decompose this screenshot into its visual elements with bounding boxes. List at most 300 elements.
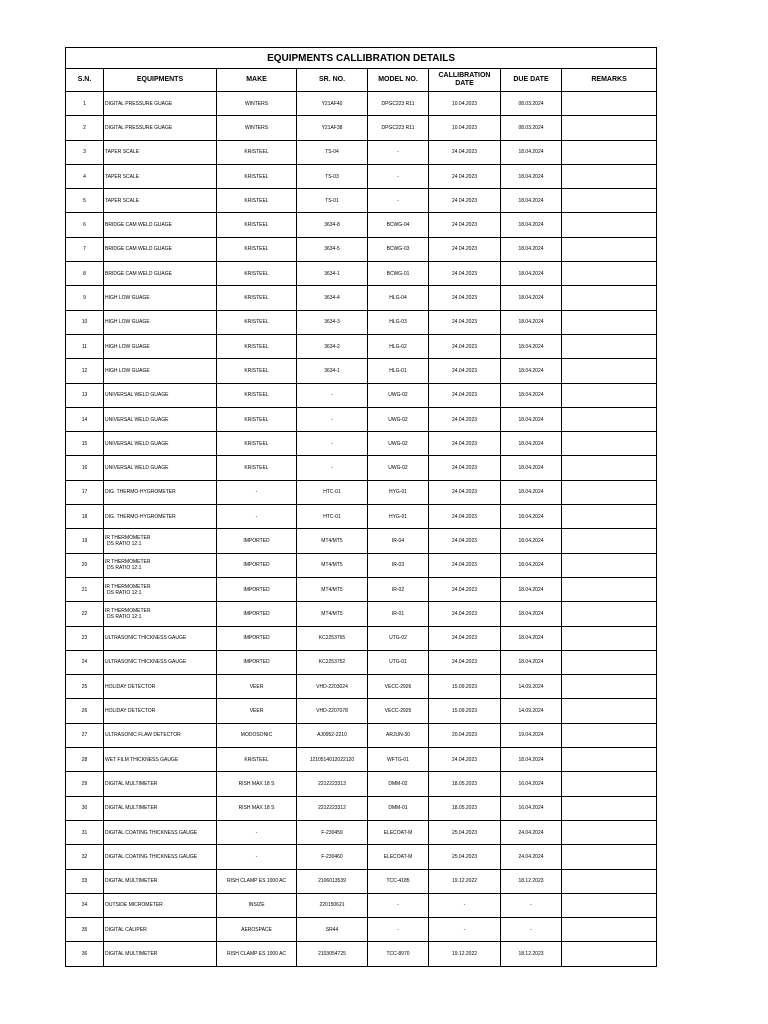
cell-sn: 25 (66, 675, 104, 699)
cell-remarks (562, 820, 657, 844)
cell-sn: 31 (66, 820, 104, 844)
cell-make: - (217, 820, 297, 844)
equipment-line: BRIDGE CAM WELD GUAGE (105, 246, 172, 253)
equipment-line: HIGH LOW GUAGE (105, 295, 150, 302)
cell-equipment (104, 820, 217, 844)
cell-make: KRISTEEL (217, 262, 297, 286)
cell-make: IMPORTED (217, 650, 297, 674)
cell-equipment (104, 432, 217, 456)
cell-model-no: DMM-02 (368, 772, 429, 796)
cell-due-date: 18.04.2024 (501, 626, 562, 650)
cell-due-date: 18.04.2024 (501, 334, 562, 358)
cell-equipment (104, 116, 217, 140)
cell-due-date: 16.04.2024 (501, 796, 562, 820)
cell-due-date: 14.09.2024 (501, 675, 562, 699)
cell-due-date: 18.12.2023 (501, 942, 562, 966)
cell-equipment (104, 334, 217, 358)
cell-sr-no: HTC-01 (297, 505, 368, 529)
cell-model-no: BCWG-04 (368, 213, 429, 237)
cell-equipment (104, 164, 217, 188)
equipment-line: ULTRASONIC FLAW DETECTOR (105, 732, 181, 739)
equipment-line: DS RATIO 12:1 (107, 589, 142, 596)
equipment-line: HOLIDAY DETECTOR (105, 708, 156, 715)
table-body (66, 92, 657, 967)
table-row (66, 772, 657, 796)
cell-due-date: 08.03.2024 (501, 116, 562, 140)
cell-callibration-date: 25.04.2023 (429, 820, 501, 844)
cell-make: IMPORTED (217, 529, 297, 553)
table-row (66, 334, 657, 358)
equipment-line: HIGH LOW GUAGE (105, 367, 150, 374)
cell-remarks (562, 602, 657, 626)
cell-model-no: UWG-02 (368, 432, 429, 456)
cell-sn: 19 (66, 529, 104, 553)
cell-sn: 34 (66, 893, 104, 917)
cell-sn: 27 (66, 723, 104, 747)
equipment-line: UNIVERSAL WELD GUAGE (105, 392, 169, 399)
table-row (66, 213, 657, 237)
cell-due-date: 18.04.2024 (501, 383, 562, 407)
cell-due-date: 18.04.2024 (501, 407, 562, 431)
table-row (66, 383, 657, 407)
cell-remarks (562, 553, 657, 577)
cell-equipment (104, 699, 217, 723)
cell-model-no: ELECOAT-M (368, 820, 429, 844)
cell-sn: 35 (66, 918, 104, 942)
cell-due-date: 18.04.2024 (501, 189, 562, 213)
cell-equipment (104, 845, 217, 869)
cell-remarks (562, 723, 657, 747)
cell-model-no: IR-01 (368, 602, 429, 626)
cell-equipment (104, 942, 217, 966)
cell-sr-no: TS-01 (297, 189, 368, 213)
cell-model-no: UTG-01 (368, 650, 429, 674)
header-callibration-date-line2: DATE (455, 80, 474, 87)
table-row (66, 310, 657, 334)
cell-sr-no: HTC-01 (297, 480, 368, 504)
cell-remarks (562, 650, 657, 674)
table-row (66, 820, 657, 844)
cell-due-date: - (501, 918, 562, 942)
cell-due-date: 16.04.2024 (501, 772, 562, 796)
cell-sn: 24 (66, 650, 104, 674)
cell-sr-no: SR44 (297, 918, 368, 942)
cell-sr-no: TS-04 (297, 140, 368, 164)
cell-callibration-date: 15.09.2023 (429, 675, 501, 699)
equipment-line: HIGH LOW GUAGE (105, 319, 150, 326)
cell-make: KRISTEEL (217, 213, 297, 237)
cell-callibration-date: 24.04.2023 (429, 650, 501, 674)
equipment-line: DIGITAL PRESSURE GUAGE (105, 124, 173, 131)
cell-due-date: 18.04.2024 (501, 286, 562, 310)
cell-make: KRISTEEL (217, 140, 297, 164)
cell-model-no: DMM-01 (368, 796, 429, 820)
cell-make: KRISTEEL (217, 237, 297, 261)
equipment-line: HOLIDAY DETECTOR (105, 683, 156, 690)
equipment-line: DS RATIO 12:1 (107, 565, 142, 572)
cell-model-no: HLG-04 (368, 286, 429, 310)
cell-callibration-date: - (429, 893, 501, 917)
equipment-line: DIGITAL MULTIMETER (105, 878, 158, 885)
cell-sr-no: 3634-8 (297, 213, 368, 237)
cell-sr-no: AJ0952-2210 (297, 723, 368, 747)
equipment-line: BRIDGE CAM WELD GUAGE (105, 222, 172, 229)
cell-make: IMPORTED (217, 602, 297, 626)
equipment-line: DIG. THERMO-HYGROMETER (105, 513, 176, 520)
equipment-line: WET FILM THICKNESS GAUGE (105, 756, 179, 763)
cell-sn: 12 (66, 359, 104, 383)
cell-model-no: ARJUN-30 (368, 723, 429, 747)
cell-make: IMPORTED (217, 577, 297, 601)
cell-sr-no: - (297, 456, 368, 480)
cell-remarks (562, 286, 657, 310)
cell-sr-no: VHD-2203024 (297, 675, 368, 699)
equipment-line: HIGH LOW GUAGE (105, 343, 150, 350)
table-row (66, 407, 657, 431)
cell-equipment (104, 359, 217, 383)
cell-sn: 16 (66, 456, 104, 480)
cell-make: KRISTEEL (217, 286, 297, 310)
cell-make: KRISTEEL (217, 359, 297, 383)
table-row (66, 845, 657, 869)
cell-sr-no: 3634-3 (297, 310, 368, 334)
cell-equipment (104, 796, 217, 820)
cell-make: - (217, 505, 297, 529)
table-row (66, 748, 657, 772)
cell-model-no: - (368, 164, 429, 188)
equipment-line: IR THERMOMETER (105, 534, 151, 541)
equipment-line: IR THERMOMETER (105, 559, 151, 566)
cell-sn: 4 (66, 164, 104, 188)
cell-model-no: TCC-8970 (368, 942, 429, 966)
table-row (66, 602, 657, 626)
cell-sr-no: 2212223312 (297, 796, 368, 820)
cell-sr-no: 3634-2 (297, 334, 368, 358)
cell-sr-no: 2106013539 (297, 869, 368, 893)
cell-sr-no: - (297, 407, 368, 431)
header-row (66, 69, 657, 92)
cell-make: INSIZE (217, 893, 297, 917)
cell-model-no: UWG-02 (368, 456, 429, 480)
cell-sn: 17 (66, 480, 104, 504)
cell-sr-no: 2212223313 (297, 772, 368, 796)
cell-model-no: IR-04 (368, 529, 429, 553)
cell-remarks (562, 772, 657, 796)
cell-callibration-date: 24.04.2023 (429, 407, 501, 431)
cell-callibration-date: 24.04.2023 (429, 359, 501, 383)
cell-equipment (104, 480, 217, 504)
cell-make: IMPORTED (217, 553, 297, 577)
cell-equipment (104, 383, 217, 407)
cell-model-no: HYG-01 (368, 505, 429, 529)
table-row (66, 626, 657, 650)
cell-make: IMPORTED (217, 626, 297, 650)
cell-sr-no: MT4/MT5 (297, 602, 368, 626)
cell-equipment (104, 505, 217, 529)
cell-callibration-date: 18.05.2023 (429, 796, 501, 820)
cell-sn: 1 (66, 92, 104, 116)
cell-sr-no: - (297, 383, 368, 407)
cell-sr-no: Y21AF40 (297, 92, 368, 116)
cell-due-date: 18.04.2024 (501, 310, 562, 334)
cell-callibration-date: 24.04.2023 (429, 577, 501, 601)
cell-make: MODOSONIC (217, 723, 297, 747)
cell-model-no: DPGC223 R11 (368, 116, 429, 140)
cell-due-date: 18.04.2024 (501, 553, 562, 577)
cell-model-no: - (368, 189, 429, 213)
cell-sr-no: - (297, 432, 368, 456)
cell-make: KRISTEEL (217, 456, 297, 480)
table-row (66, 116, 657, 140)
cell-model-no: HLG-01 (368, 359, 429, 383)
equipment-line: DIGITAL MULTIMETER (105, 805, 158, 812)
cell-callibration-date: 24.04.2023 (429, 626, 501, 650)
cell-remarks (562, 845, 657, 869)
header-callibration-date-line1: CALLIBRATION (438, 72, 491, 79)
cell-remarks (562, 92, 657, 116)
cell-callibration-date: 24.04.2023 (429, 748, 501, 772)
cell-equipment (104, 893, 217, 917)
cell-model-no: IR-03 (368, 553, 429, 577)
cell-remarks (562, 383, 657, 407)
cell-make: KRISTEEL (217, 189, 297, 213)
cell-callibration-date: 19.12.2022 (429, 942, 501, 966)
cell-remarks (562, 456, 657, 480)
cell-model-no: DPGC223 R11 (368, 92, 429, 116)
table-row (66, 553, 657, 577)
table-row (66, 699, 657, 723)
cell-callibration-date: - (429, 918, 501, 942)
equipment-line: DS RATIO 12:1 (107, 540, 142, 547)
cell-equipment (104, 772, 217, 796)
cell-callibration-date: 24.04.2023 (429, 237, 501, 261)
table-row (66, 480, 657, 504)
cell-equipment (104, 869, 217, 893)
cell-due-date: 24.04.2024 (501, 820, 562, 844)
cell-remarks (562, 918, 657, 942)
cell-remarks (562, 675, 657, 699)
cell-make: KRISTEEL (217, 310, 297, 334)
cell-due-date: 14.09.2024 (501, 699, 562, 723)
cell-callibration-date: 24.04.2023 (429, 189, 501, 213)
cell-sn: 5 (66, 189, 104, 213)
cell-equipment (104, 407, 217, 431)
table-row (66, 140, 657, 164)
table-row (66, 869, 657, 893)
cell-sn: 29 (66, 772, 104, 796)
cell-callibration-date: 10.04.2023 (429, 92, 501, 116)
cell-remarks (562, 432, 657, 456)
cell-remarks (562, 310, 657, 334)
cell-sn: 21 (66, 577, 104, 601)
cell-make: - (217, 845, 297, 869)
equipment-line: UNIVERSAL WELD GUAGE (105, 440, 169, 447)
cell-model-no: BCWG-03 (368, 237, 429, 261)
table-row (66, 432, 657, 456)
cell-sn: 2 (66, 116, 104, 140)
cell-model-no: ELECOAT-M (368, 845, 429, 869)
table-row (66, 918, 657, 942)
cell-sr-no: KC2253752 (297, 650, 368, 674)
cell-model-no: HYG-01 (368, 480, 429, 504)
cell-make: VEER (217, 699, 297, 723)
cell-due-date: 18.04.2024 (501, 456, 562, 480)
cell-sr-no: 3634-5 (297, 237, 368, 261)
cell-equipment (104, 675, 217, 699)
equipment-line: DIGITAL COATING THICKNESS GAUGE (105, 829, 198, 836)
cell-callibration-date: 24.04.2023 (429, 262, 501, 286)
equipment-line: ULTRASONIC THICKNESS GAUGE (105, 659, 187, 666)
cell-model-no: IR-02 (368, 577, 429, 601)
equipment-line: DS RATIO 12:1 (107, 613, 142, 620)
calibration-table (65, 47, 657, 967)
header-remarks: REMARKS (562, 69, 657, 92)
cell-callibration-date: 24.04.2023 (429, 432, 501, 456)
cell-remarks (562, 407, 657, 431)
cell-remarks (562, 213, 657, 237)
cell-callibration-date: 24.04.2023 (429, 213, 501, 237)
cell-sr-no: 3634-1 (297, 262, 368, 286)
header-callibration-date (429, 69, 501, 92)
cell-sn: 13 (66, 383, 104, 407)
cell-due-date: 19.04.2024 (501, 723, 562, 747)
cell-equipment (104, 92, 217, 116)
cell-sr-no: MT4/MT5 (297, 577, 368, 601)
table-row (66, 456, 657, 480)
cell-equipment (104, 456, 217, 480)
table-row (66, 262, 657, 286)
header-due-date: DUE DATE (501, 69, 562, 92)
cell-callibration-date: 24.04.2023 (429, 310, 501, 334)
header-sn: S.N. (66, 69, 104, 92)
cell-make: WINTERS (217, 92, 297, 116)
cell-equipment (104, 748, 217, 772)
cell-sr-no: 3634-4 (297, 286, 368, 310)
cell-make: KRISTEEL (217, 383, 297, 407)
cell-model-no: - (368, 140, 429, 164)
cell-make: KRISTEEL (217, 748, 297, 772)
cell-model-no: VECC-2925 (368, 699, 429, 723)
equipment-line: IR THERMOMETER (105, 583, 151, 590)
cell-sn: 10 (66, 310, 104, 334)
cell-remarks (562, 334, 657, 358)
cell-make: AEROSPACE (217, 918, 297, 942)
equipment-line: TAPER SCALE (105, 197, 140, 204)
equipment-line: UNIVERSAL WELD GUAGE (105, 416, 169, 423)
cell-equipment (104, 140, 217, 164)
cell-sn: 18 (66, 505, 104, 529)
cell-model-no: BCWG-01 (368, 262, 429, 286)
cell-make: - (217, 480, 297, 504)
cell-model-no: - (368, 893, 429, 917)
cell-equipment (104, 529, 217, 553)
cell-due-date: 18.04.2024 (501, 140, 562, 164)
cell-model-no: UWG-02 (368, 407, 429, 431)
cell-due-date: 18.04.2024 (501, 237, 562, 261)
cell-remarks (562, 116, 657, 140)
cell-remarks (562, 748, 657, 772)
equipment-line: DIGITAL COATING THICKNESS GAUGE (105, 853, 198, 860)
table-row (66, 189, 657, 213)
cell-make: WINTERS (217, 116, 297, 140)
cell-sn: 23 (66, 626, 104, 650)
cell-model-no: TCC-4185 (368, 869, 429, 893)
cell-due-date: 18.04.2024 (501, 262, 562, 286)
table-row (66, 359, 657, 383)
cell-remarks (562, 699, 657, 723)
cell-due-date: - (501, 893, 562, 917)
cell-sr-no: VHD-2207078 (297, 699, 368, 723)
cell-remarks (562, 237, 657, 261)
cell-callibration-date: 19.12.2022 (429, 869, 501, 893)
cell-equipment (104, 602, 217, 626)
cell-sn: 20 (66, 553, 104, 577)
equipment-line: DIGITAL MULTIMETER (105, 780, 158, 787)
cell-sn: 8 (66, 262, 104, 286)
equipment-line: IR THERMOMETER (105, 607, 151, 614)
cell-equipment (104, 237, 217, 261)
cell-remarks (562, 359, 657, 383)
equipment-line: ULTRASONIC THICKNESS GAUGE (105, 635, 187, 642)
cell-due-date: 18.04.2024 (501, 213, 562, 237)
cell-due-date: 18.04.2024 (501, 748, 562, 772)
cell-equipment (104, 626, 217, 650)
cell-due-date: 18.04.2024 (501, 432, 562, 456)
cell-remarks (562, 164, 657, 188)
cell-sr-no: MT4/MT5 (297, 529, 368, 553)
cell-remarks (562, 796, 657, 820)
cell-due-date: 18.04.2024 (501, 164, 562, 188)
cell-equipment (104, 723, 217, 747)
cell-make: RISH CLAMP ES 1000 AC (217, 869, 297, 893)
cell-remarks (562, 480, 657, 504)
sheet-title: EQUIPMENTS CALLIBRATION DETAILS (66, 48, 657, 69)
cell-due-date: 18.04.2024 (501, 505, 562, 529)
cell-due-date: 18.12.2023 (501, 869, 562, 893)
cell-sn: 9 (66, 286, 104, 310)
cell-make: KRISTEEL (217, 334, 297, 358)
cell-equipment (104, 577, 217, 601)
cell-sn: 28 (66, 748, 104, 772)
cell-equipment (104, 213, 217, 237)
cell-callibration-date: 24.04.2023 (429, 383, 501, 407)
table-row (66, 529, 657, 553)
table-row (66, 164, 657, 188)
cell-equipment (104, 650, 217, 674)
equipment-line: BRIDGE CAM WELD GUAGE (105, 270, 172, 277)
cell-model-no: VECC-2926 (368, 675, 429, 699)
table-row (66, 942, 657, 966)
cell-make: VEER (217, 675, 297, 699)
cell-sn: 6 (66, 213, 104, 237)
cell-due-date: 18.04.2024 (501, 602, 562, 626)
cell-model-no: UTG-02 (368, 626, 429, 650)
table-row (66, 893, 657, 917)
header-model-no: MODEL NO. (368, 69, 429, 92)
table-row (66, 237, 657, 261)
cell-make: KRISTEEL (217, 432, 297, 456)
cell-remarks (562, 262, 657, 286)
cell-sn: 22 (66, 602, 104, 626)
cell-equipment (104, 286, 217, 310)
cell-remarks (562, 626, 657, 650)
cell-model-no: HLG-03 (368, 310, 429, 334)
cell-callibration-date: 10.04.2023 (429, 116, 501, 140)
cell-remarks (562, 869, 657, 893)
cell-due-date: 18.04.2024 (501, 529, 562, 553)
table-row (66, 505, 657, 529)
cell-model-no: - (368, 918, 429, 942)
